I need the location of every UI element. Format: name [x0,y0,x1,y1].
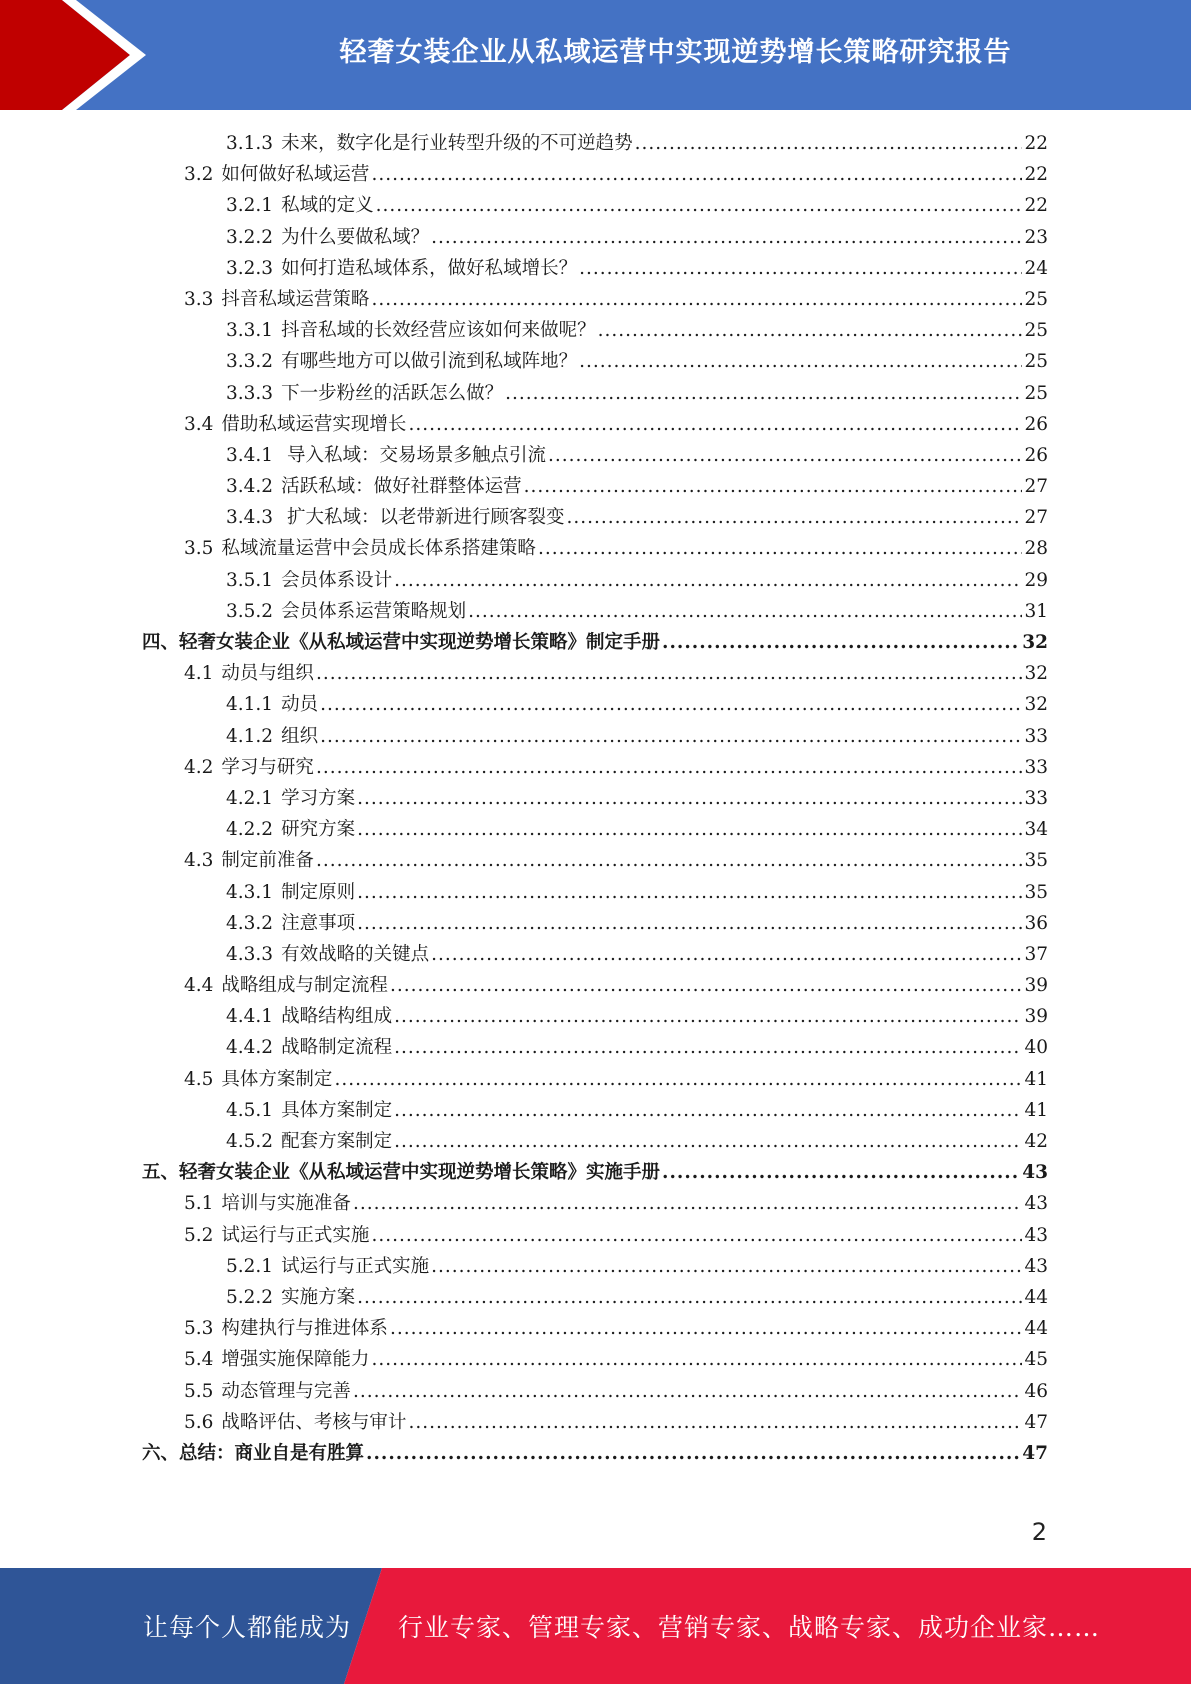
toc-entry-number: 5.2.1 [226,1255,274,1277]
toc-entry-label [184,1064,332,1095]
toc-dot-leader [390,970,1023,1001]
toc-entry-label [184,658,314,689]
toc-entry-page: 27 [1024,507,1048,529]
toc-entry-number: 3.3.3 [226,382,274,404]
toc-entry-number: 4.3.3 [226,943,274,965]
toc-entry-page: 22 [1024,164,1048,186]
toc-entry-number: 3.4.1 [226,444,274,466]
toc-entry-page: 45 [1024,1349,1048,1371]
toc-dot-leader [635,128,1023,159]
toc-entry-label [226,908,355,939]
toc-entry-page: 46 [1024,1380,1048,1402]
toc-entry-title: 活跃私域：做好社群整体运营 [281,476,522,498]
toc-entry-label [226,1126,392,1157]
toc-entry-page: 43 [1024,1255,1048,1277]
toc-dot-leader [548,440,1022,471]
toc-entry-number: 4.2.1 [226,787,274,809]
toc-entry-title: 注意事项 [281,912,356,934]
toc-entry-label [184,1344,369,1375]
toc-entry-label [226,783,355,814]
toc-entry[interactable] [142,565,1048,596]
toc-entry-number: 5.2.2 [226,1286,274,1308]
toc-entry-number: 4.4 [184,975,214,997]
toc-entry-number: 3.4.2 [226,476,274,498]
toc-entry-label [184,1188,351,1219]
toc-dot-leader [598,315,1023,346]
toc-entry-title: 抖音私域运营策略 [221,288,370,310]
toc-entry-title: 学习方案 [281,787,356,809]
toc-entry-label [226,190,374,221]
toc-entry[interactable] [142,1064,1048,1095]
toc-dot-leader [371,159,1022,190]
toc-entry-label [184,1376,351,1407]
toc-entry[interactable] [142,627,1048,658]
toc-dot-leader [371,284,1022,315]
toc-entry-number: 5.2 [184,1224,214,1246]
toc-dot-leader [394,1032,1022,1063]
toc-entry-title: 六、总结：商业自是有胜算 [142,1442,365,1464]
toc-entry-page: 41 [1024,1068,1048,1090]
document-title: 轻奢女装企业从私域运营中实现逆势增长策略研究报告 [339,36,1012,68]
toc-entry[interactable] [142,1438,1048,1469]
toc-entry-title: 会员体系设计 [281,569,393,591]
toc-entry-title: 私域流量运营中会员成长体系搭建策略 [221,538,536,560]
toc-entry-number: 3.2.1 [226,195,274,217]
toc-entry[interactable] [142,1313,1048,1344]
toc-entry[interactable] [142,284,1048,315]
toc-dot-leader [353,1188,1023,1219]
toc-entry-number: 4.2.2 [226,819,274,841]
toc-dot-leader [538,533,1023,564]
toc-entry-page: 34 [1024,819,1048,841]
toc-entry-page: 32 [1022,632,1048,653]
toc-dot-leader [468,596,1022,627]
toc-entry-page: 25 [1024,382,1048,404]
toc-entry-title: 配套方案制定 [281,1131,393,1152]
toc-entry-number: 4.2 [184,756,214,778]
toc-entry-label [184,1220,369,1251]
toc-entry-number: 4.3.1 [226,881,274,903]
toc-entry-title: 制定前准备 [221,850,314,872]
toc-entry[interactable] [142,1157,1048,1188]
toc-entry-page: 24 [1024,257,1048,279]
toc-entry-number: 5.1 [184,1193,214,1215]
toc-dot-leader [334,1064,1022,1095]
toc-entry-page: 36 [1024,912,1048,934]
toc-entry[interactable] [142,658,1048,689]
toc-entry-label [226,596,466,627]
toc-entry[interactable] [142,1188,1048,1219]
toc-entry-label [226,939,429,970]
toc-entry-page: 35 [1024,881,1048,903]
toc-entry-page: 37 [1024,943,1048,965]
toc-entry-title: 具体方案制定 [281,1099,393,1121]
toc-entry-title: 扩大私域：以老带新进行顾客裂变 [281,507,565,529]
toc-entry-title: 会员体系运营策略规划 [281,600,467,622]
toc-entry-title: 下一步粉丝的活跃怎么做？ [281,382,504,404]
toc-entry-title: 导入私域：交易场景多触点引流 [281,444,546,466]
toc-dot-leader [505,378,1022,409]
toc-entry-label [226,877,355,908]
toc-entry-title: 私域的定义 [281,195,374,217]
toc-entry-title: 如何打造私域体系，做好私域增长？ [281,257,578,279]
toc-entry-page: 29 [1024,569,1048,591]
toc-entry-number: 3.4 [184,413,214,435]
toc-entry-title: 动员 [281,694,319,716]
page-header [0,0,1191,110]
toc-entry-label [184,409,406,440]
toc-entry[interactable] [142,752,1048,783]
table-of-contents [142,128,1048,1469]
toc-entry[interactable] [142,970,1048,1001]
toc-entry-page: 26 [1024,413,1048,435]
toc-entry[interactable] [142,315,1048,346]
toc-entry[interactable] [142,1220,1048,1251]
toc-entry[interactable] [142,346,1048,377]
toc-entry-number: 3.5 [184,538,214,560]
footer-slogan-right: 行业专家、管理专家、营销专家、战略专家、成功企业家…… [398,1613,1101,1642]
toc-entry-title: 未来，数字化是行业转型升级的不可逆趋势 [281,133,633,154]
toc-dot-leader [579,253,1022,284]
toc-dot-leader [366,1438,1020,1469]
toc-entry-title: 组织 [281,725,319,747]
toc-dot-leader [320,689,1022,720]
toc-entry-number: 3.3.2 [226,351,274,373]
toc-entry-page: 44 [1024,1286,1048,1308]
toc-entry-number: 4.1 [184,663,214,685]
toc-entry[interactable] [142,721,1048,752]
toc-entry-title: 战略评估、考核与审计 [221,1411,407,1433]
toc-entry-number: 4.5 [184,1068,214,1090]
toc-entry-label [226,1001,392,1032]
toc-entry[interactable] [142,378,1048,409]
toc-entry[interactable] [142,689,1048,720]
toc-entry-page: 47 [1024,1411,1048,1433]
toc-entry-label [226,471,522,502]
toc-entry-label [226,814,355,845]
toc-entry[interactable] [142,1251,1048,1282]
toc-entry[interactable] [142,596,1048,627]
toc-dot-leader [394,1095,1022,1126]
toc-entry-page: 42 [1024,1131,1048,1152]
toc-entry-page: 25 [1024,351,1048,373]
toc-entry-number: 4.1.2 [226,725,274,747]
toc-entry[interactable] [142,1376,1048,1407]
toc-entry-label [184,970,388,1001]
toc-dot-leader [662,627,1020,658]
toc-entry[interactable] [142,877,1048,908]
toc-entry-page: 22 [1024,133,1048,154]
toc-dot-leader [316,752,1023,783]
toc-dot-leader [371,1344,1022,1375]
toc-entry-title: 学习与研究 [221,756,314,778]
toc-entry-number: 3.2 [184,164,214,186]
toc-entry-title: 战略结构组成 [281,1006,393,1028]
toc-entry-label [226,1251,429,1282]
toc-entry-number: 3.5.2 [226,600,274,622]
toc-entry[interactable] [142,845,1048,876]
toc-entry-page: 32 [1024,694,1048,716]
toc-entry[interactable] [142,1282,1048,1313]
toc-dot-leader [357,783,1022,814]
toc-entry[interactable] [142,159,1048,190]
toc-entry-label [142,1438,364,1469]
toc-entry[interactable] [142,409,1048,440]
page-number: 2 [1031,1518,1047,1546]
toc-entry-label [226,1095,392,1126]
toc-entry-number: 3.2.2 [226,226,274,248]
toc-entry-page: 25 [1024,320,1048,342]
toc-dot-leader [431,222,1022,253]
toc-dot-leader [320,721,1022,752]
toc-entry[interactable] [142,502,1048,533]
toc-entry-number: 4.5.2 [226,1131,274,1152]
toc-dot-leader [357,877,1022,908]
toc-entry[interactable] [142,222,1048,253]
toc-dot-leader [316,658,1023,689]
toc-entry-page: 40 [1024,1037,1048,1059]
toc-dot-leader [357,1282,1022,1313]
toc-entry-title: 如何做好私域运营 [221,164,370,186]
toc-entry-title: 制定原则 [281,881,356,903]
toc-entry-page: 23 [1024,226,1048,248]
toc-entry-page: 31 [1024,600,1048,622]
toc-entry-title: 试运行与正式实施 [221,1224,370,1246]
toc-entry-title: 试运行与正式实施 [281,1255,430,1277]
toc-entry-label [184,1407,406,1438]
toc-entry-label [226,378,503,409]
toc-entry-number: 4.3.2 [226,912,274,934]
toc-entry[interactable] [142,190,1048,221]
toc-entry-number: 5.3 [184,1318,214,1340]
toc-entry-title: 战略组成与制定流程 [221,975,388,997]
toc-entry-label [184,533,536,564]
toc-entry-label [142,1157,660,1188]
toc-entry-title: 动员与组织 [221,663,314,685]
toc-entry-page: 47 [1022,1442,1048,1464]
toc-entry-title: 四、轻奢女装企业《从私域运营中实现逆势增长策略》制定手册 [142,632,661,653]
toc-dot-leader [376,190,1023,221]
toc-entry-label [226,1282,355,1313]
toc-entry-title: 研究方案 [281,819,356,841]
toc-entry-number: 4.3 [184,850,214,872]
toc-entry[interactable] [142,1407,1048,1438]
toc-dot-leader [316,845,1023,876]
toc-entry[interactable] [142,1001,1048,1032]
toc-entry-label [226,689,318,720]
toc-entry-label [226,565,392,596]
toc-entry-number: 4.4.2 [226,1037,274,1059]
toc-entry-title: 五、轻奢女装企业《从私域运营中实现逆势增长策略》实施手册 [142,1162,661,1184]
toc-entry-label [226,315,596,346]
toc-entry-label [226,721,318,752]
toc-entry-page: 35 [1024,850,1048,872]
toc-entry-number: 3.3 [184,288,214,310]
toc-entry-page: 39 [1024,1006,1048,1028]
toc-entry-label [142,627,660,658]
toc-entry-page: 27 [1024,476,1048,498]
toc-entry-title: 动态管理与完善 [221,1380,351,1402]
toc-entry-page: 43 [1022,1162,1048,1184]
toc-entry-title: 实施方案 [281,1286,356,1308]
toc-entry[interactable] [142,908,1048,939]
toc-entry-label [226,346,577,377]
toc-entry[interactable] [142,1344,1048,1375]
toc-entry[interactable] [142,128,1048,159]
toc-entry-page: 32 [1024,663,1048,685]
toc-entry-title: 构建执行与推进体系 [221,1318,388,1340]
toc-dot-leader [524,471,1023,502]
toc-entry-label [184,1313,388,1344]
toc-dot-leader [394,1126,1022,1157]
toc-entry-label [184,752,314,783]
toc-dot-leader [408,409,1022,440]
toc-entry-label [184,845,314,876]
toc-entry-page: 41 [1024,1099,1048,1121]
toc-entry-page: 26 [1024,444,1048,466]
toc-dot-leader [566,502,1022,533]
toc-entry-title: 有哪些地方可以做引流到私域阵地？ [281,351,578,373]
toc-dot-leader [662,1157,1020,1188]
toc-entry[interactable] [142,471,1048,502]
toc-entry-title: 增强实施保障能力 [221,1349,370,1371]
toc-entry-title: 为什么要做私域？ [281,226,430,248]
toc-entry-number: 3.4.3 [226,507,274,529]
toc-entry-number: 3.2.3 [226,257,274,279]
toc-entry-title: 借助私域运营实现增长 [221,413,407,435]
toc-entry-label [226,1032,392,1063]
toc-entry-page: 22 [1024,195,1048,217]
toc-entry-label [226,222,429,253]
toc-entry[interactable] [142,1126,1048,1157]
toc-entry[interactable] [142,939,1048,970]
toc-entry-label [226,440,546,471]
toc-dot-leader [357,814,1022,845]
toc-entry-number: 3.3.1 [226,320,274,342]
toc-entry-number: 4.4.1 [226,1006,274,1028]
toc-entry[interactable] [142,814,1048,845]
toc-dot-leader [431,1251,1022,1282]
toc-entry-page: 39 [1024,975,1048,997]
toc-entry-number: 5.4 [184,1349,214,1371]
toc-entry-title: 培训与实施准备 [221,1193,351,1215]
toc-dot-leader [390,1313,1023,1344]
toc-entry-label [184,284,369,315]
footer-slogan-left: 让每个人都能成为 [143,1613,352,1642]
toc-entry-number: 4.5.1 [226,1099,274,1121]
toc-dot-leader [371,1220,1022,1251]
toc-entry[interactable] [142,533,1048,564]
toc-entry[interactable] [142,1095,1048,1126]
toc-entry-page: 33 [1024,725,1048,747]
toc-entry-page: 33 [1024,756,1048,778]
toc-entry-page: 25 [1024,288,1048,310]
toc-dot-leader [579,346,1022,377]
toc-entry-page: 33 [1024,787,1048,809]
toc-entry-title: 抖音私域的长效经营应该如何来做呢？ [281,320,596,342]
toc-entry[interactable] [142,1032,1048,1063]
toc-entry-number: 5.6 [184,1411,214,1433]
toc-entry-page: 43 [1024,1193,1048,1215]
toc-entry-title: 具体方案制定 [221,1068,333,1090]
toc-entry-page: 43 [1024,1224,1048,1246]
toc-entry-page: 28 [1024,538,1048,560]
toc-entry[interactable] [142,253,1048,284]
toc-entry-number: 5.5 [184,1380,214,1402]
toc-dot-leader [394,565,1022,596]
toc-entry-label [226,128,633,159]
toc-entry-number: 4.1.1 [226,694,274,716]
toc-dot-leader [353,1376,1023,1407]
toc-entry-page: 44 [1024,1318,1048,1340]
toc-entry[interactable] [142,783,1048,814]
toc-entry-label [226,253,577,284]
toc-dot-leader [357,908,1022,939]
toc-dot-leader [394,1001,1022,1032]
page-footer [0,1568,1191,1684]
toc-entry-label [226,502,564,533]
toc-entry-title: 有效战略的关键点 [281,943,430,965]
toc-entry[interactable] [142,440,1048,471]
toc-entry-number: 3.1.3 [226,133,274,154]
toc-entry-title: 战略制定流程 [281,1037,393,1059]
toc-entry-label [184,159,369,190]
toc-dot-leader [431,939,1022,970]
toc-dot-leader [408,1407,1022,1438]
toc-entry-number: 3.5.1 [226,569,274,591]
